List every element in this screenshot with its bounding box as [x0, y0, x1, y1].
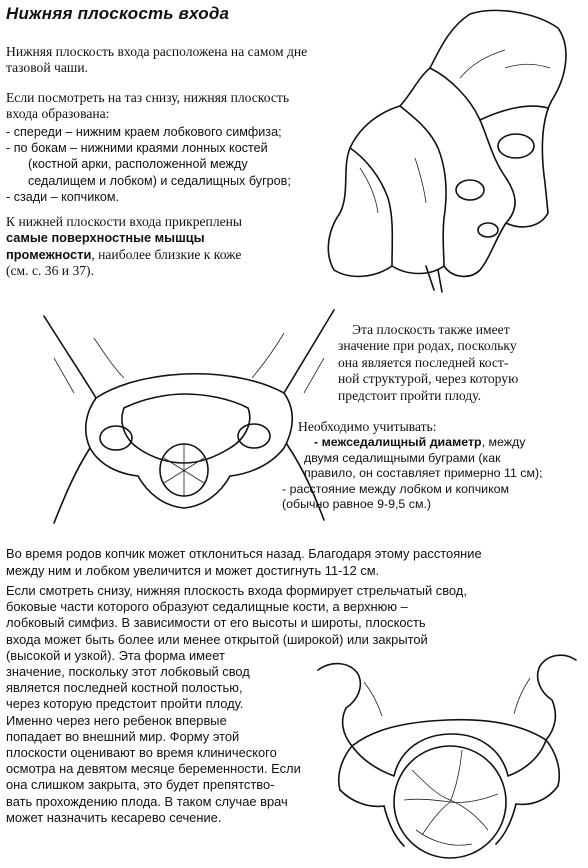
birth-paragraph	[338, 322, 583, 404]
list-item: - сзади – копчиком.	[6, 189, 120, 204]
text-line: К нижней плоскости входа прикреплены	[6, 214, 243, 229]
text-line: предстоит пройти плоду.	[338, 387, 482, 403]
fetal-head-pelvis-illustration	[312, 630, 582, 862]
coccyx-paragraph	[6, 546, 586, 579]
consider-heading: Необходимо учитывать:	[298, 419, 437, 434]
text-line: Если посмотреть на таз снизу, нижняя плоскость	[6, 90, 290, 105]
text-line: входа может быть более или менее открытой (широкой) или закрытой	[6, 631, 428, 647]
text-line: осмотра на девятом месяце беременности. Если	[6, 761, 301, 777]
text-line: Если смотреть снизу, нижняя плоскость входа формирует стрельчатый свод,	[6, 583, 467, 598]
text-line: между ним и лобком увеличится и может достигнуть 11-12 см.	[6, 562, 380, 578]
text-line: является последней костной полостью,	[6, 680, 243, 696]
muscles-paragraph	[6, 214, 336, 280]
list-item	[280, 451, 580, 482]
page-title: Нижняя плоскость входа	[6, 4, 230, 23]
intertuberous-term: - межседалищный диаметр	[314, 435, 482, 450]
text-line: боковые части которого образуют седалищные кости, а верхнюю –	[6, 599, 408, 615]
text-line: попадает во внешний мир. Форму этой	[6, 728, 240, 744]
text-line: правило, он составляет примерно 11 см);	[304, 466, 543, 481]
text-span: , между	[481, 435, 526, 450]
text-line: лобковый симфиз. В зависимости от его высоты и широты, плоскость	[6, 615, 426, 631]
text-line: Нижняя плоскость входа расположена на самом дне	[6, 44, 308, 59]
text-line: она является последней кост-	[338, 354, 509, 370]
muscles-term-2: промежности	[6, 246, 92, 262]
pelvis-side-illustration	[320, 8, 582, 293]
list-item: седалищем и лобком) и седалищных бугров;	[28, 173, 291, 188]
text-line: Именно через него ребенок впервые	[6, 712, 227, 728]
list-item	[280, 482, 580, 513]
text-line: ной структурой, через которую	[338, 371, 519, 387]
muscles-term: самые поверхностные мышцы	[6, 230, 205, 246]
text-line: вать прохождению плода. В таком случае врач	[6, 793, 288, 809]
text-line: (см. с. 36 и 37).	[6, 263, 94, 279]
text-span: , наиболее близкие к коже	[91, 246, 242, 262]
text-line: (высокой и узкой). Эта форма имеет	[6, 647, 225, 663]
list-item: (костной арки, расположенной между	[28, 157, 248, 172]
text-line: может назначить кесарево сечение.	[6, 809, 222, 825]
list-item: - спереди – нижним краем лобкового симфиза;	[6, 125, 282, 139]
text-line: (обычно равное 9-9,5 см.)	[282, 497, 432, 512]
text-line: значение, поскольку этот лобковый свод	[6, 664, 250, 680]
text-line: - расстояние между лобком и копчиком	[282, 481, 510, 496]
formation-paragraph	[6, 90, 366, 123]
text-line: Во время родов копчик может отклониться назад. Благодаря этому расстояние	[6, 546, 482, 561]
text-line: Эта плоскость также имеет	[352, 322, 510, 337]
formation-list	[6, 124, 366, 205]
text-line: значение при родах, поскольку	[338, 338, 517, 354]
text-line: двумя седалищными буграми (как	[304, 450, 501, 465]
text-line: через которую предстоит пройти плоду.	[6, 696, 244, 712]
list-item: - по бокам – нижними краями лонных костей	[6, 141, 268, 156]
text-line: плоскости оценивают во время клинического	[6, 745, 277, 761]
text-line: тазовой чаши.	[6, 60, 89, 76]
consider-block	[280, 419, 580, 512]
text-line: она слишком закрыта, это будет препятство-	[6, 777, 275, 793]
text-line: входа образована:	[6, 106, 110, 122]
